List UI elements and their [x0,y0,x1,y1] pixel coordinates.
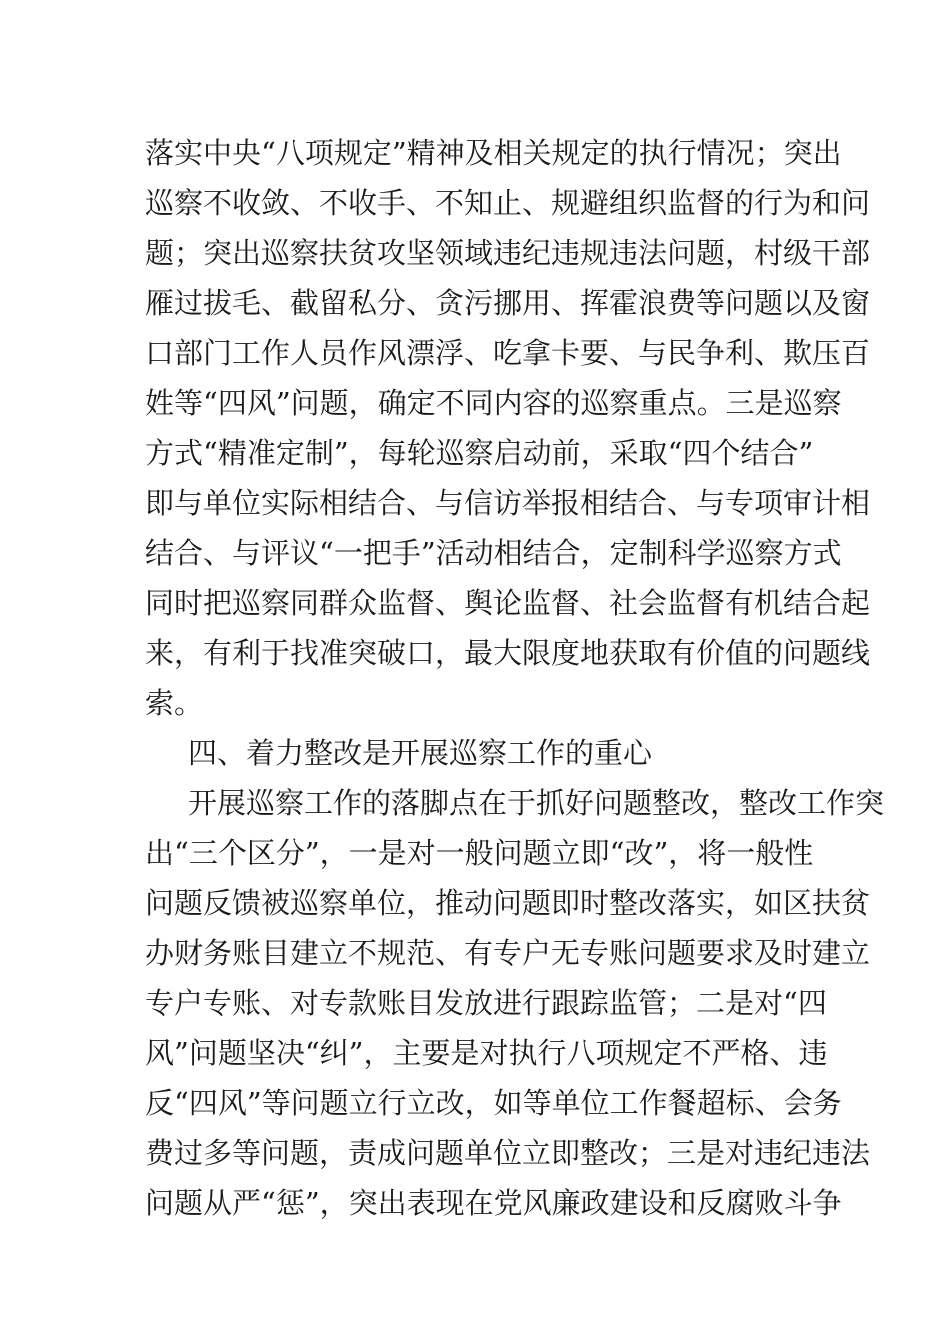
text-line: 结合、与评议“一把手”活动相结合，定制科学巡察方式 [145,536,842,570]
text-line: 题；突出巡察扶贫攻坚领域违纪违规违法问题，村级干部 [145,236,871,270]
paragraph-line: 问题反馈被巡察单位，推动问题即时整改落实，如区扶贫 [145,886,871,920]
text-line: 同时把巡察同群众监督、舆论监督、社会监督有机结合起 [145,586,871,620]
text-line: 方式“精准定制”，每轮巡察启动前，采取“四个结合” [145,436,814,470]
paragraph-line: 专户专账、对专款账目发放进行跟踪监管；二是对“四 [145,986,827,1020]
paragraph-line: 开展巡察工作的落脚点在于抓好问题整改，整改工作突 [188,786,885,820]
text-line: 巡察不收敛、不收手、不知止、规避组织监督的行为和问 [145,186,871,220]
text-line: 姓等“四风”问题，确定不同内容的巡察重点。三是巡察 [145,386,842,420]
text-line: 来，有利于找准突破口，最大限度地获取有价值的问题线 [145,636,871,670]
paragraph-line: 反“四风”等问题立行立改，如等单位工作餐超标、会务 [145,1086,842,1120]
section-heading: 四、着力整改是开展巡察工作的重心 [188,736,653,770]
text-line: 口部门工作人员作风漂浮、吃拿卡要、与民争利、欺压百 [145,336,871,370]
text-line: 即与单位实际相结合、与信访举报相结合、与专项审计相 [145,486,871,520]
paragraph-line: 问题从严“惩”，突出表现在党风廉政建设和反腐败斗争 [145,1186,842,1220]
paragraph-line: 风”问题坚决“纠”，主要是对执行八项规定不严格、违 [145,1036,828,1070]
paragraph-line: 出“三个区分”，一是对一般问题立即“改”，将一般性 [145,836,814,870]
text-line: 索。 [145,686,204,720]
paragraph-line: 办财务账目建立不规范、有专户无专账问题要求及时建立 [145,936,871,970]
text-line: 落实中央“八项规定”精神及相关规定的执行情况；突出 [145,136,842,170]
text-line: 雁过拔毛、截留私分、贪污挪用、挥霍浪费等问题以及窗 [145,286,871,320]
paragraph-line: 费过多等问题，责成问题单位立即整改；三是对违纪违法 [145,1136,871,1170]
